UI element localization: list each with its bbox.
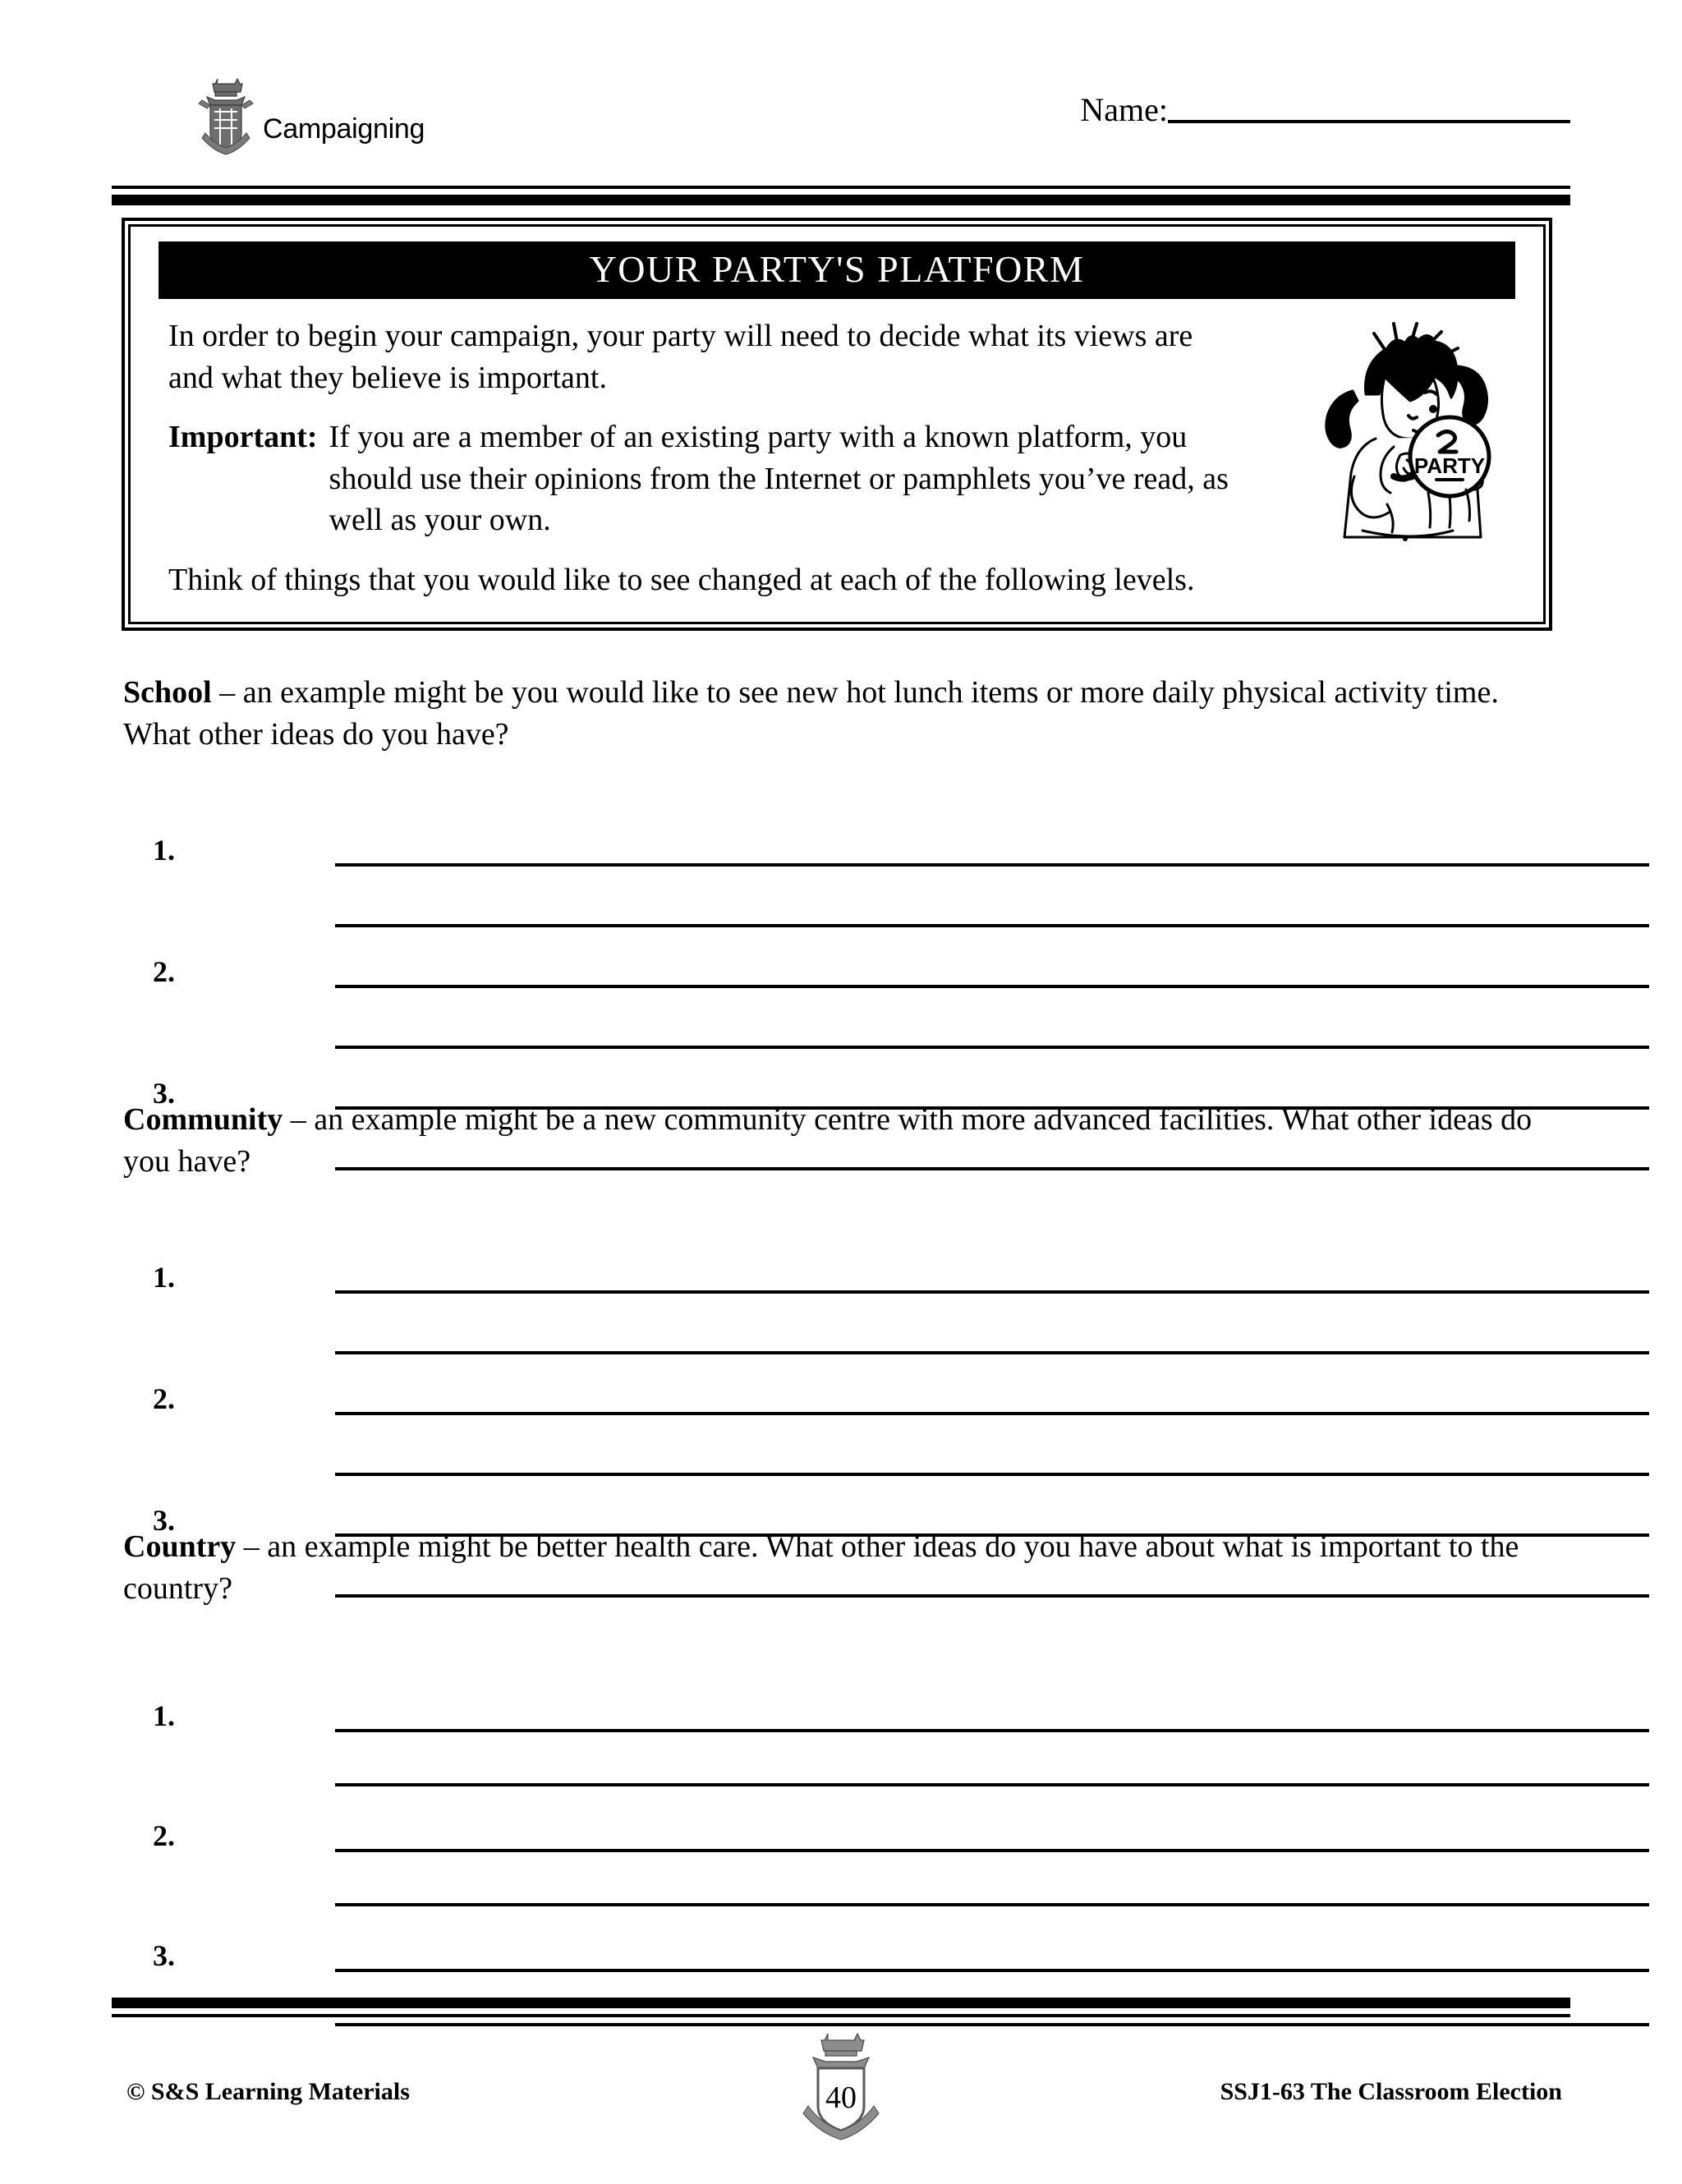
footer-page-emblem: [792, 2024, 890, 2147]
section-country: [123, 1526, 1573, 1972]
important-label: Important:: [168, 420, 318, 455]
footer-divider-thick: [112, 1998, 1570, 2008]
item-number: 3.: [153, 1938, 175, 1972]
answer-line[interactable]: [335, 2023, 1649, 2026]
answer-line[interactable]: [335, 1969, 1649, 1972]
item-number: 1.: [153, 833, 175, 867]
header-divider-thin: [112, 186, 1570, 189]
section-community-heading: Community: [123, 1102, 283, 1137]
platform-intro-text: In order to begin your campaign, your party will need to decide what its views are and what they believe is important.: [168, 319, 1193, 395]
platform-banner: [159, 241, 1515, 299]
answer-line[interactable]: [335, 1412, 1649, 1415]
party-badge-text: PARTY: [1413, 453, 1486, 479]
footer-divider-thin: [112, 2014, 1570, 2017]
footer-page-number: 40: [825, 2081, 857, 2115]
header-title: Campaigning: [263, 113, 425, 145]
platform-box-body: [149, 312, 1525, 600]
section-school-prompt-text: – an example might be you would like to see new hot lunch items or more daily physical activity time. What other ideas do you have?: [123, 675, 1499, 752]
section-school-heading: School: [123, 675, 212, 710]
name-label: Name:: [1080, 91, 1168, 128]
item-number: 3.: [153, 1076, 175, 1110]
answer-line[interactable]: [335, 1290, 1649, 1294]
header-divider-thick: [112, 195, 1570, 205]
item-number: 2.: [153, 954, 175, 988]
section-country-heading: Country: [123, 1529, 237, 1564]
answer-line[interactable]: [335, 1783, 1649, 1786]
answer-line[interactable]: [335, 1046, 1649, 1049]
name-input-line[interactable]: [1168, 120, 1570, 123]
answer-line[interactable]: [335, 863, 1649, 867]
section-community-prompt-text: – an example might be a new community centre with more advanced facilities. What other ideas do you have?: [123, 1102, 1533, 1179]
answer-line[interactable]: [335, 1849, 1649, 1852]
item-number: 1.: [153, 1699, 175, 1732]
crown-shield-crest-icon: [192, 72, 260, 158]
section-school-prompt: [123, 672, 1573, 756]
platform-info-box: [122, 218, 1552, 631]
section-school-items: [123, 768, 1573, 1110]
platform-banner-title: YOUR PARTY'S PLATFORM: [589, 248, 1085, 290]
answer-line[interactable]: [335, 1351, 1649, 1354]
answer-line[interactable]: [335, 985, 1649, 988]
header-branding: [192, 67, 425, 158]
answer-line[interactable]: [335, 1473, 1649, 1476]
crown-shield-crest-icon: [792, 2024, 890, 2147]
page-header: [112, 62, 1570, 161]
item-number: 3.: [153, 1503, 175, 1537]
section-school: [123, 672, 1573, 1110]
footer-copyright: © S&S Learning Materials: [126, 2078, 410, 2105]
answer-line[interactable]: [335, 924, 1649, 927]
item-number: 2.: [153, 1818, 175, 1852]
section-country-prompt-text: – an example might be better health care. What other ideas do you have about what is important to the country?: [123, 1529, 1519, 1607]
item-number: 2.: [153, 1382, 175, 1415]
page-footer: [112, 2058, 1570, 2132]
footer-reference: SSJ1-63 The Classroom Election: [1220, 2078, 1562, 2105]
answer-line[interactable]: [335, 1903, 1649, 1906]
platform-important-row: [168, 416, 1236, 541]
important-text: If you are a member of an existing party with a known platform, you should use their opinions from the Internet or pamphlets you’ve read, as well as your own.: [329, 420, 1229, 538]
section-country-items: [123, 1622, 1573, 1972]
girl-with-party-badge-illustration: [1305, 315, 1510, 554]
section-community: [123, 1099, 1573, 1537]
platform-closing-text: Think of things that you would like to see changed at each of the following levels.: [168, 562, 1195, 597]
platform-info-box-inner: [128, 224, 1546, 624]
answer-line[interactable]: [335, 1729, 1649, 1732]
section-country-prompt: [123, 1526, 1573, 1611]
section-community-prompt: [123, 1099, 1573, 1184]
section-community-items: [123, 1195, 1573, 1537]
item-number: 1.: [153, 1260, 175, 1294]
name-field-group: [1080, 91, 1570, 128]
